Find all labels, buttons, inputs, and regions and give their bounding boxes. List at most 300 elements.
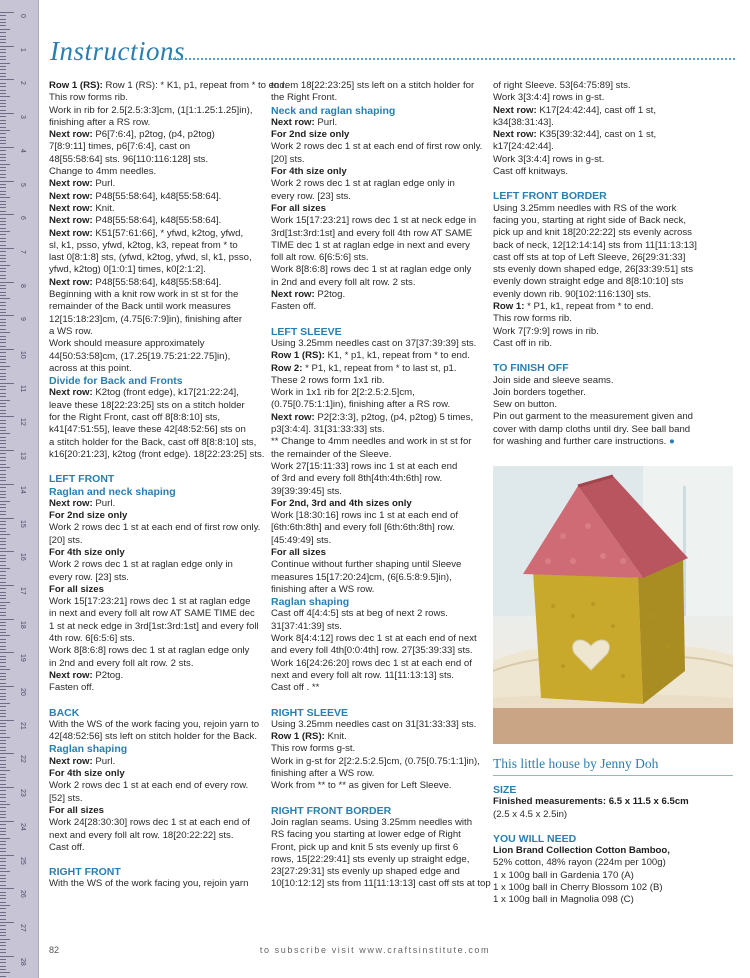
ruler-tick [0, 386, 6, 387]
ruler-tick [0, 619, 14, 620]
ruler-tick [0, 477, 6, 478]
ruler-tick [0, 582, 6, 583]
ruler-number: 14 [19, 485, 26, 494]
ruler-tick [0, 683, 6, 684]
text-line: Next row: K2tog (front edge), k17[21:22:24], [49, 387, 239, 399]
ruler-tick [0, 19, 6, 20]
ruler-tick [0, 797, 6, 798]
ruler-tick [0, 187, 6, 188]
column-1 [49, 80, 288, 891]
ruler-tick [0, 184, 6, 185]
ruler-tick [0, 858, 6, 859]
text-line: facing you, starting at right side of Back neck, [493, 214, 687, 226]
ruler-tick [0, 790, 6, 791]
text-line: k16[20:21:23], k2tog (front edge). 18[22:23:25] sts. [49, 448, 265, 460]
text-line: Next row: K51[57:61:66], * yfwd, k2tog, yfwd, [49, 227, 244, 239]
ruler-number: 5 [19, 182, 26, 187]
ruler-tick [0, 32, 6, 33]
text-line: This row forms g-st. [271, 743, 356, 755]
ruler-number: 19 [19, 654, 26, 663]
text-line [493, 436, 705, 448]
ruler-tick [0, 740, 6, 741]
text-line: Work 8[8:6:8] rows dec 1 st at raglan edge only [271, 264, 472, 276]
ruler-tick [0, 662, 6, 663]
text-line: in 2nd and every foll alt row. 2 sts. [49, 657, 194, 669]
ruler-tick [0, 15, 6, 16]
column-2 [271, 80, 491, 891]
ruler-tick [0, 224, 6, 225]
text-line: Row 1 (RS): K1, * p1, k1, repeat from * to end. [271, 350, 470, 362]
ruler-tick [0, 605, 6, 606]
ruler-number: 24 [19, 822, 26, 831]
ruler-tick [0, 642, 6, 643]
text-line: For 2nd size only [271, 129, 350, 141]
ruler-tick [0, 211, 6, 212]
ruler-tick [0, 336, 6, 337]
ruler-tick [0, 174, 6, 175]
ruler-tick [0, 487, 6, 488]
ruler-tick [0, 716, 6, 717]
ruler-number: 1 [19, 47, 26, 52]
ruler-tick [0, 470, 6, 471]
text-line: pick up and knit 18[20:22:22] sts evenly across [493, 227, 692, 239]
text-line: Next row: Purl. [49, 497, 116, 509]
ruler-tick [0, 817, 6, 818]
ruler-tick [0, 912, 6, 913]
text-line: Using 3.25mm needles cast on 31[31:33:33] sts. [271, 718, 477, 730]
ruler-tick [0, 767, 6, 768]
ruler-number: 25 [19, 856, 26, 865]
ruler-tick [0, 504, 6, 505]
ruler-tick [0, 935, 6, 936]
ruler-tick [0, 177, 6, 178]
ruler-tick [0, 410, 6, 411]
ruler-number: 16 [19, 553, 26, 561]
text-line: Cast off in rib. [493, 337, 553, 349]
text-line: to rem 18[22:23:25] sts left on a stitch holder for [271, 80, 475, 91]
ruler-number: 27 [19, 923, 26, 932]
subheading: Raglan shaping [271, 596, 350, 609]
ruler-tick [0, 902, 6, 903]
ruler-tick [0, 379, 6, 380]
text-line: TIME dec 1 st at raglan edge in next and every [271, 239, 470, 251]
ruler-tick [0, 929, 6, 930]
ruler-tick [0, 656, 6, 657]
ruler-tick [0, 531, 6, 532]
text-line: (2.5 x 4.5 x 2.5in) [493, 808, 568, 820]
ruler-tick [0, 753, 14, 754]
ruler-tick [0, 298, 10, 299]
ruler-tick [0, 143, 6, 144]
ruler-tick [0, 632, 6, 633]
text-line: Fasten off. [49, 682, 95, 694]
text-line: For 4th size only [49, 546, 125, 558]
ruler-tick [0, 794, 6, 795]
ruler-tick [0, 541, 6, 542]
ruler-tick [0, 170, 6, 171]
text-line: Cast off. [49, 841, 85, 853]
ruler-tick [0, 828, 6, 829]
ruler-tick [0, 501, 10, 502]
page-title: Instructions [50, 36, 186, 66]
section-heading: RIGHT FRONT BORDER [271, 804, 392, 817]
text-line: the remainder of the Sleeve. [271, 448, 392, 460]
ruler-tick [0, 666, 6, 667]
text-line: Work 7[7:9:9] rows in rib. [493, 325, 599, 337]
ruler-tick [0, 231, 10, 232]
ruler-tick [0, 608, 6, 609]
photo-caption: This little house by Jenny Doh [493, 756, 733, 776]
ruler-tick [0, 90, 6, 91]
text-line: for the Right Front, cast off 8[8:8:10] sts, [49, 412, 220, 424]
text-line: cover with damp cloths until dry. See ball band [493, 423, 691, 435]
ruler-tick [0, 780, 6, 781]
ruler-tick [0, 265, 10, 266]
ruler-tick [0, 339, 6, 340]
text-line: Cast off knitways. [493, 166, 569, 178]
text-line: Work 3[3:4:4] rows in g-st. [493, 92, 605, 104]
ruler-tick [0, 228, 6, 229]
text-line: For all sizes [271, 202, 326, 214]
ruler-tick [0, 905, 10, 906]
ruler-tick [0, 962, 6, 963]
ruler-tick [0, 437, 6, 438]
text-line: 23[27:29:31] sts evenly up shaped edge and [271, 866, 460, 878]
ruler-tick [0, 494, 6, 495]
ruler-number: 26 [19, 890, 26, 898]
ruler-tick [0, 878, 6, 879]
ruler-tick [0, 93, 6, 94]
text-line: Fasten off. [271, 301, 317, 313]
ruler-tick [0, 329, 6, 330]
ruler-number: 15 [19, 519, 26, 528]
ruler-tick [0, 440, 6, 441]
ruler-tick [0, 915, 6, 916]
ruler-tick [0, 534, 10, 535]
ruler-tick [0, 275, 6, 276]
ruler-tick [0, 865, 6, 866]
ruler-tick [0, 602, 10, 603]
ruler-tick [0, 416, 14, 417]
text-line: For 4th size only [49, 768, 125, 780]
ruler-number: 2 [19, 81, 26, 86]
text-line: Work 3[3:4:4] rows in g-st. [493, 153, 605, 165]
ruler-number: 21 [19, 721, 26, 730]
text-line: Row 1: * P1, k1, repeat from * to end. [493, 301, 654, 313]
ruler-tick [0, 484, 14, 485]
ruler-tick [0, 282, 14, 283]
text-line: Work in 1x1 rib for 2[2:2.5:2.5]cm, [271, 387, 415, 399]
ruler-tick [0, 39, 6, 40]
ruler-tick [0, 52, 6, 53]
ruler-tick [0, 474, 6, 475]
ruler-number: 8 [19, 283, 26, 288]
ruler-tick [0, 861, 6, 862]
ruler-tick [0, 110, 6, 111]
text-line: leave these 18[22:23:25] sts on a stitch holder [49, 399, 245, 411]
text-line: Using 3.25mm needles with RS of the work [493, 202, 677, 214]
ruler-tick [0, 784, 6, 785]
text-line: Next row: P2[2:3:3], p2tog, (p4, p2tog) 5 times, [271, 411, 474, 423]
text-line: 1 st at neck edge in 3rd[1st:3rd:1st] and every foll [49, 620, 259, 632]
ruler-tick [0, 430, 6, 431]
tape-measure-strip [0, 0, 39, 978]
ruler-number: 7 [19, 249, 26, 254]
ruler-tick [0, 976, 6, 977]
ruler-tick [0, 245, 6, 246]
text-line: For all sizes [49, 804, 104, 816]
text-line: 1 x 100g ball in Magnolia 098 (C) [493, 894, 634, 906]
section-heading: RIGHT SLEEVE [271, 706, 349, 719]
ruler-tick [0, 689, 6, 690]
section-heading: SIZE [493, 784, 517, 796]
text-line: Work in g-st for 2[2:2.5:2.5]cm, (0.75[0.75:1:1]in), [271, 755, 480, 767]
ruler-tick [0, 831, 6, 832]
ruler-tick [0, 116, 6, 117]
ruler-tick [0, 423, 6, 424]
ruler-tick [0, 157, 6, 158]
ruler-tick [0, 400, 10, 401]
text-line: evenly down straight edge and 8[8:10:10] sts [493, 276, 684, 288]
ruler-tick [0, 332, 10, 333]
ruler-tick [0, 120, 6, 121]
section-heading: RIGHT FRONT [49, 866, 121, 879]
ruler-tick [0, 737, 10, 738]
ruler-tick [0, 777, 6, 778]
ruler-tick [0, 248, 14, 249]
ruler-tick [0, 801, 6, 802]
ruler-tick [0, 383, 14, 384]
text-line: sts evenly down shaped edge, 26[33:39:51] sts [493, 264, 694, 276]
text-line: measures 15[17:20:24]cm, (6[6.5:8:9.5]in), [271, 571, 452, 583]
ruler-number: 17 [19, 586, 26, 595]
ruler-tick [0, 507, 6, 508]
text-line: Join side and sleeve seams. [493, 374, 614, 386]
ruler-tick [0, 315, 14, 316]
ruler-tick [0, 443, 6, 444]
ruler-tick [0, 851, 6, 852]
section-heading: TO FINISH OFF [493, 362, 569, 375]
ruler-tick [0, 133, 6, 134]
text-line: Work 2 rows dec 1 st at raglan edge only in [271, 178, 455, 190]
text-line: Work 16[24:26:20] rows dec 1 st at each end of [271, 657, 472, 669]
text-line: ** Change to 4mm needles and work in st st for [271, 436, 472, 448]
ruler-tick [0, 218, 6, 219]
ruler-tick [0, 922, 14, 923]
ruler-tick [0, 625, 6, 626]
ruler-tick [0, 389, 6, 390]
ruler-tick [0, 747, 6, 748]
ruler-tick [0, 612, 6, 613]
ruler-tick [0, 69, 6, 70]
ruler-tick [0, 447, 6, 448]
ruler-tick [0, 106, 6, 107]
ruler-tick [0, 622, 6, 623]
ruler-number: 28 [19, 957, 26, 966]
project-details [493, 784, 733, 907]
ruler-tick [0, 29, 10, 30]
text-line: [45:49:49] sts. [271, 534, 332, 546]
ruler-tick [0, 639, 6, 640]
ruler-tick [0, 251, 6, 252]
text-line: Work 8[8:6:8] rows dec 1 st at raglan edge only [49, 645, 250, 657]
ruler-tick [0, 271, 6, 272]
text-line: For all sizes [271, 546, 326, 558]
house-photo [493, 466, 733, 744]
ruler-tick [0, 79, 14, 80]
ruler-tick [0, 154, 6, 155]
text-line: 1 x 100g ball in Cherry Blossom 102 (B) [493, 882, 663, 894]
ruler-tick [0, 100, 6, 101]
ruler-tick [0, 66, 6, 67]
text-line: finishing after a WS row. [271, 583, 375, 595]
text-line: every row. [23] sts. [271, 190, 351, 202]
ruler-tick [0, 214, 14, 215]
ruler-tick [0, 460, 6, 461]
text-line: 10[10:12:12] sts from 11[11:13:13] cast off sts at top [271, 878, 491, 890]
subscribe-url: to subscribe visit www.craftsinstitute.com [259, 945, 491, 955]
text-line: of 3rd and every foll 8th[4th:4th:6th] row. [271, 473, 443, 485]
ruler-number: 13 [19, 452, 26, 460]
ruler-tick [0, 585, 14, 586]
text-line: Front, pick up and knit 5 sts evenly up first 6 [271, 841, 459, 853]
ruler-number: 18 [19, 620, 26, 629]
ruler-tick [0, 652, 14, 653]
text-line: yfwd, k2tog) 0[1:0:1] times, k0[2:1:2]. [49, 264, 206, 276]
crochet-house-illustration [493, 466, 733, 744]
ruler-tick [0, 258, 6, 259]
ruler-tick [0, 676, 6, 677]
ruler-tick [0, 346, 6, 347]
ruler-tick [0, 528, 6, 529]
ruler-tick [0, 453, 6, 454]
ruler-tick [0, 127, 6, 128]
ruler-tick [0, 588, 6, 589]
ruler-tick [0, 898, 6, 899]
ruler-tick [0, 319, 6, 320]
ruler-tick [0, 356, 6, 357]
ruler-tick [0, 770, 10, 771]
text-line: Next row: P48[55:58:64], k48[55:58:64]. [49, 215, 222, 227]
ruler-tick [0, 565, 6, 566]
ruler-tick [0, 497, 6, 498]
ruler-tick [0, 450, 14, 451]
text-line: Work in rib for 2.5[2.5:3:3]cm, (1[1:1.25:1.25]in), [49, 104, 253, 116]
ruler-tick [0, 844, 6, 845]
ruler-tick [0, 288, 6, 289]
text-line: Join raglan seams. Using 3.25mm needles with [271, 816, 473, 828]
text: Lion Brand Collection Cotton Bamboo, [493, 845, 670, 857]
ruler-tick [0, 571, 6, 572]
ruler-tick [0, 49, 6, 50]
ruler-tick [0, 464, 6, 465]
text-line: Work 27[15:11:33] rows inc 1 st at each end [271, 460, 458, 472]
ruler-tick [0, 22, 6, 23]
ruler-tick [0, 885, 6, 886]
ruler-tick [0, 305, 6, 306]
ruler-tick [0, 578, 6, 579]
text-line: Row 2: * P1, k1, repeat from * to last st, p1. [271, 362, 457, 374]
text-line: Next row: P48[55:58:64], k48[55:58:64]. [49, 276, 222, 288]
text-line: Work 15[17:23:21] rows dec 1 st at neck edge in [271, 215, 477, 227]
ruler-tick [0, 598, 6, 599]
ruler-tick [0, 96, 10, 97]
ruler-tick [0, 396, 6, 397]
ruler-tick [0, 255, 6, 256]
text-line: in next and every foll alt row AT SAME TIME dec [49, 608, 255, 620]
ruler-tick [0, 147, 14, 148]
text-line: [52] sts. [49, 792, 83, 804]
ruler-tick [0, 302, 6, 303]
text-line: Work 24[28:30:30] rows dec 1 st at each end of [49, 817, 250, 829]
text-line: p3[3:4:4]. 31[31:33:33] sts. [271, 424, 385, 436]
text-line: Row 1 (RS): Knit. [271, 731, 347, 743]
ruler-tick [0, 369, 6, 370]
text-line: Next row: P6[7:6:4], p2tog, (p4, p2tog) [49, 129, 215, 141]
ruler-tick [0, 760, 6, 761]
ruler-tick [0, 137, 6, 138]
text-line: Next row: Purl. [49, 755, 116, 767]
text-line: Row 1 (RS): Row 1 (RS): * K1, p1, repeat from * to end. [49, 80, 288, 91]
ruler-tick [0, 234, 6, 235]
ruler-tick [0, 12, 14, 13]
text-line: Continue without further shaping until Sleeve [271, 559, 462, 571]
ruler-tick [0, 376, 6, 377]
ruler-tick [0, 703, 10, 704]
text-line: For 2nd, 3rd and 4th sizes only [271, 497, 412, 509]
text-line: Next row: Purl. [271, 116, 338, 128]
text-line: Cast off 4[4:4:5] sts at beg of next 2 rows. [271, 608, 448, 620]
ruler-tick [0, 750, 6, 751]
text-line [493, 796, 733, 808]
ruler-tick [0, 194, 6, 195]
ruler-tick [0, 814, 6, 815]
ruler-tick [0, 342, 6, 343]
ruler-tick [0, 693, 6, 694]
text-line: (0.75[0.75:1:1]in), finishing after a RS row. [271, 399, 451, 411]
ruler-tick [0, 673, 6, 674]
text-line: 4th row. 6[6:5:6] sts. [49, 633, 135, 645]
ruler-tick [0, 403, 6, 404]
text-line: Sew on button. [493, 399, 558, 411]
ruler-number: 23 [19, 789, 26, 797]
text-line: Next row: K17[24:42:44], cast off 1 st, [493, 104, 657, 116]
ruler-tick [0, 285, 6, 286]
ruler-tick [0, 881, 6, 882]
text-line: Pin out garment to the measurement given and [493, 411, 693, 423]
ruler-tick [0, 646, 6, 647]
ruler-tick [0, 322, 6, 323]
ruler-tick [0, 555, 6, 556]
ruler-tick [0, 309, 6, 310]
text-line: RS facing you starting at lower edge of Right [271, 829, 461, 841]
ruler-tick [0, 201, 6, 202]
ruler-tick [0, 150, 6, 151]
ruler-tick [0, 868, 6, 869]
ruler-tick [0, 733, 6, 734]
ruler-tick [0, 848, 6, 849]
subheading: Neck and raglan shaping [271, 104, 396, 117]
text-line: Next row: P2tog. [49, 669, 124, 681]
ruler-tick [0, 888, 14, 889]
section-heading: BACK [49, 706, 80, 719]
text-line: This row forms rib. [493, 313, 572, 325]
ruler-tick [0, 659, 6, 660]
ruler-tick [0, 871, 10, 872]
ruler-tick [0, 787, 14, 788]
text-line: Next row: K35[39:32:44], cast on 1 st, [493, 129, 657, 141]
ruler-tick [0, 551, 14, 552]
